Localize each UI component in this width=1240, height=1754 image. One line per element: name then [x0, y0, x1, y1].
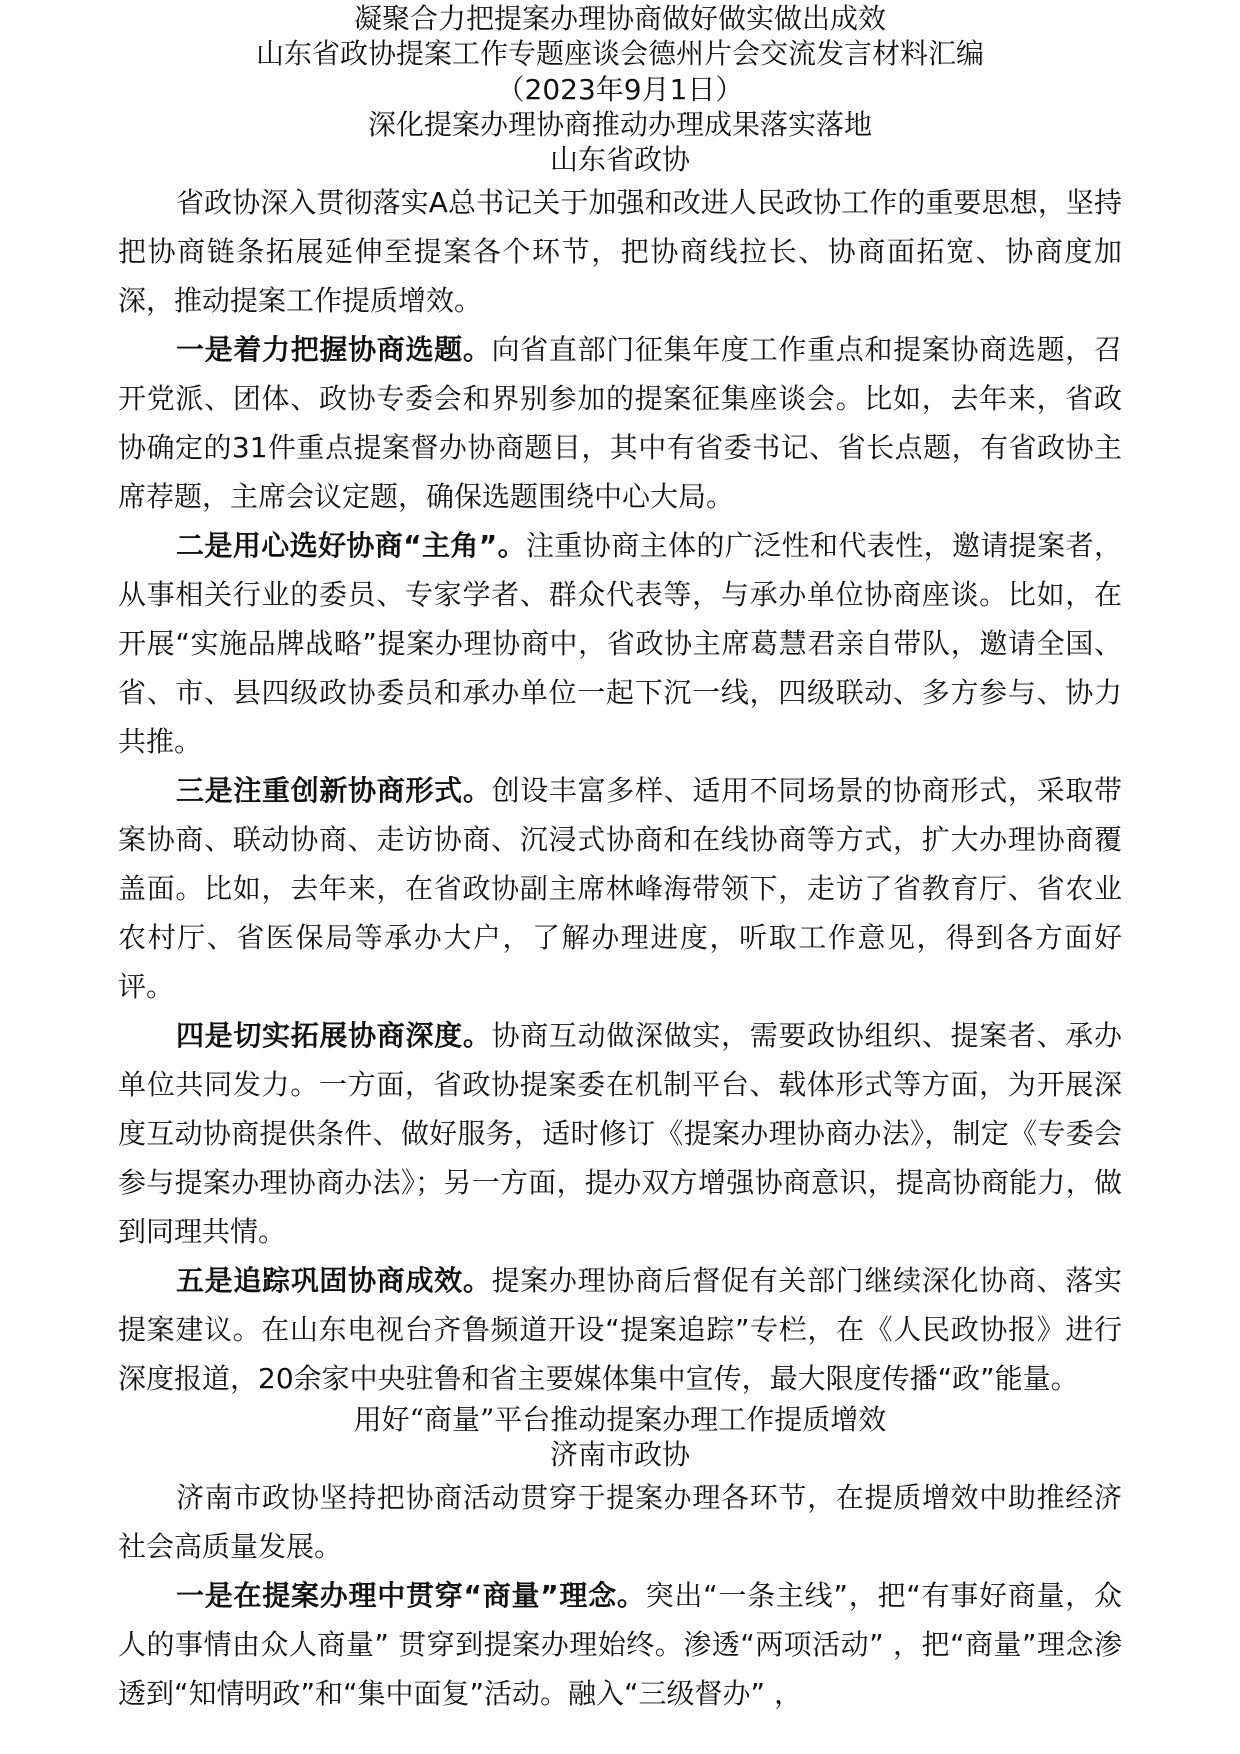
- document-date: （2023年9月1日）: [496, 73, 744, 106]
- section-org: 济南市政协: [549, 1438, 690, 1471]
- section-intro: 济南市政协坚持把协商活动贯穿于提案办理各环节，在提质增效中助推经济社会高质量发展。: [118, 1481, 1122, 1563]
- paragraph-text: 协商互动做深做实，需要政协组织、提案者、承办单位共同发力。一方面，省政协提案委在机制平台、载体形式等方面，为开展深度互动协商提供条件、做好服务，适时修订《提案办理协商办法》，制定《专委会参与提案办理协商办法》；另一方面，提办双方增强协商意识，提高协商能力，做到同理共情。: [118, 1019, 1122, 1248]
- paragraph: [118, 766, 1122, 1011]
- paragraph: [118, 1571, 1122, 1718]
- paragraph: [118, 1011, 1122, 1256]
- paragraph-lead: 四是切实拓展协商深度。: [176, 1019, 492, 1052]
- paragraph-lead: 一是在提案办理中贯穿“商量”理念。: [176, 1579, 646, 1612]
- paragraph-text: 创设丰富多样、适用不同场景的协商形式，采取带案协商、联动协商、走访协商、沉浸式协商和在线协商等方式，扩大办理协商覆盖面。比如，去年来，在省政协副主席林峰海带领下，走访了省教育厅、省农业农村厅、省医保局等承办大户，了解办理进度，听取工作意见，得到各方面好评。: [118, 774, 1122, 1003]
- paragraph-lead: 三是注重创新协商形式。: [176, 774, 492, 807]
- paragraph: [118, 1256, 1122, 1403]
- paragraph-text: 提案办理协商后督促有关部门继续深化协商、落实提案建议。在山东电视台齐鲁频道开设“提案追踪”专栏，在《人民政协报》进行深度报道，20余家中央驻鲁和省主要媒体集中宣传，最大限度传播“政”能量。: [118, 1264, 1122, 1395]
- paragraph-text: 突出“一条主线”，把“有事好商量，众人的事情由众人商量” 贯穿到提案办理始终。渗透“两项活动” ，把“商量”理念渗透到“知情明政”和“集中面复”活动。融入“三级督办” ，: [118, 1579, 1122, 1710]
- paragraph-lead: 一是着力把握协商选题。: [176, 333, 492, 366]
- paragraph: [118, 521, 1122, 766]
- section-title: 用好“商量”平台推动提案办理工作提质增效: [353, 1403, 887, 1436]
- paragraph-lead: 五是追踪巩固协商成效。: [176, 1264, 492, 1297]
- document-title: 凝聚合力把提案办理协商做好做实做出成效: [353, 2, 886, 35]
- section-org: 山东省政协: [549, 143, 690, 176]
- section-intro: 省政协深入贯彻落实A总书记关于加强和改进人民政协工作的重要思想，坚持把协商链条拓展延伸至提案各个环节，把协商线拉长、协商面拓宽、协商度加深，推动提案工作提质增效。: [118, 186, 1122, 317]
- section-title: 深化提案办理协商推动办理成果落实落地: [367, 108, 872, 141]
- paragraph-text: 注重协商主体的广泛性和代表性，邀请提案者，从事相关行业的委员、专家学者、群众代表等，与承办单位协商座谈。比如，在开展“实施品牌战略”提案办理协商中，省政协主席葛慧君亲自带队，邀请全国、省、市、县四级政协委员和承办单位一起下沉一线，四级联动、多方参与、协力共推。: [118, 529, 1122, 758]
- paragraph: [118, 325, 1122, 521]
- document-subtitle: 山东省政协提案工作专题座谈会德州片会交流发言材料汇编: [255, 37, 984, 70]
- paragraph-lead: 二是用心选好协商“主角”。: [176, 529, 526, 562]
- paragraph-text: 向省直部门征集年度工作重点和提案协商选题，召开党派、团体、政协专委会和界别参加的提案征集座谈会。比如，去年来，省政协确定的31件重点提案督办协商题目，其中有省委书记、省长点题，有省政协主席荐题，主席会议定题，确保选题围绕中心大局。: [118, 333, 1122, 513]
